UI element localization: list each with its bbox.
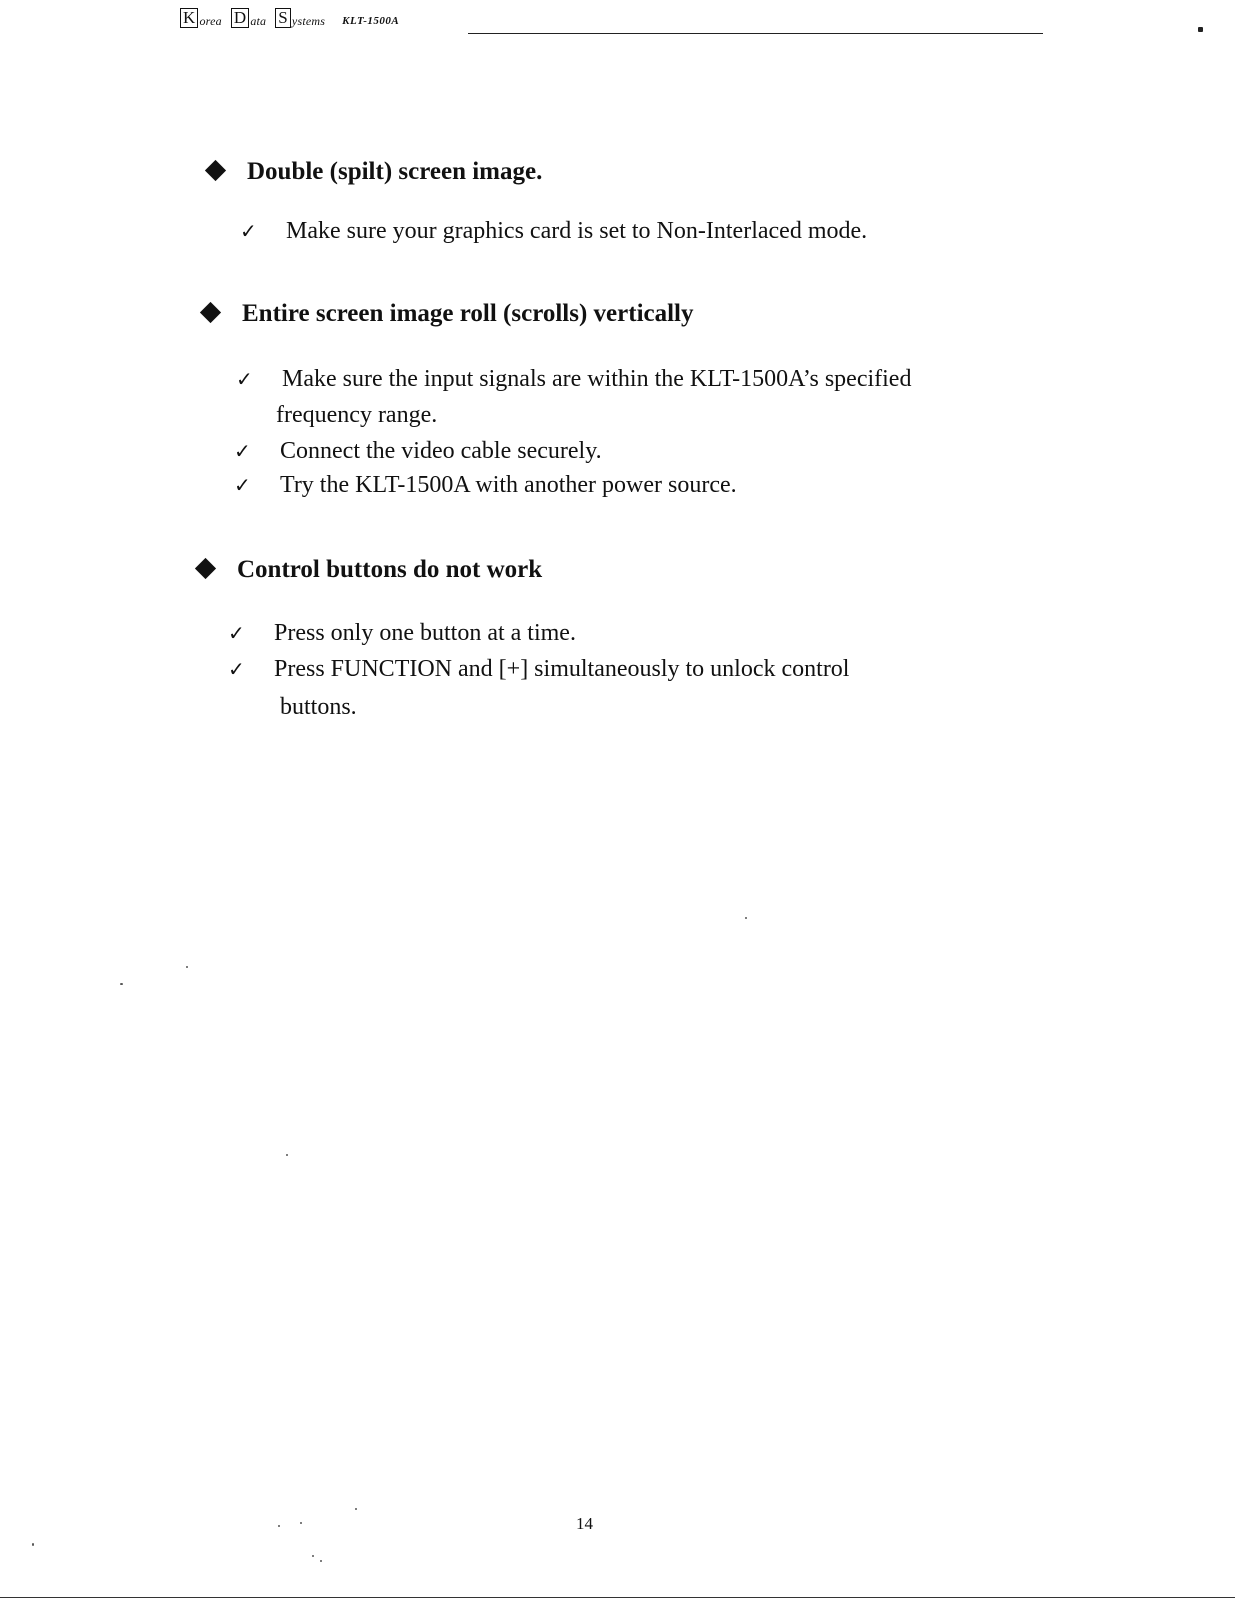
section-heading [198,556,542,584]
list-item-continuation: buttons. [280,694,357,720]
scan-speck [745,917,747,919]
list-item-text: Press only one button at a time. [274,620,576,646]
brand-initial: K [180,8,198,28]
checkmark-icon: ✓ [234,473,251,497]
brand-rest: ystems [291,14,326,28]
section-heading [208,158,542,186]
section-heading-text: Control buttons do not work [237,556,543,583]
checkmark-icon: ✓ [228,657,245,681]
page-number: 14 [576,1514,593,1533]
brand-rest: orea [199,14,222,28]
brand-word-korea [180,8,222,28]
header-rule [468,33,1043,34]
scan-speck [312,1555,314,1557]
list-item-text: Connect the video cable securely. [280,438,602,464]
brand-logo [180,8,399,28]
footer-rule [0,1597,1235,1598]
diamond-bullet-icon [200,302,221,323]
checkmark-icon: ✓ [228,621,245,645]
diamond-bullet-icon [205,160,226,181]
brand-rest: ata [250,14,267,28]
checkmark-icon: ✓ [236,367,253,391]
scan-speck [186,966,188,968]
list-item-text: Make sure the input signals are within the KLT-1500A’s specified [282,366,912,392]
scan-speck [320,1560,322,1562]
scan-speck [286,1154,288,1156]
scan-speck [355,1508,357,1510]
corner-mark [1198,27,1203,32]
brand-word-data [231,8,266,28]
section-heading [203,300,694,328]
checkmark-icon: ✓ [234,439,251,463]
section-heading-text: Double (spilt) screen image. [247,158,543,185]
list-item-text: Make sure your graphics card is set to Non-Interlaced mode. [286,218,868,244]
scan-speck [278,1525,280,1527]
scan-speck [32,1543,34,1546]
checkmark-icon: ✓ [240,219,257,243]
running-header [180,8,1060,38]
section-heading-text: Entire screen image roll (scrolls) vertically [242,300,694,327]
brand-initial: S [275,8,291,28]
list-item-continuation: frequency range. [276,402,438,428]
brand-initial: D [231,8,249,28]
header-model: KLT-1500A [342,15,400,27]
brand-word-systems [275,8,325,28]
list-item-text: Press FUNCTION and [+] simultaneously to unlock control [274,656,850,682]
scan-speck [300,1522,302,1524]
list-item-text: Try the KLT-1500A with another power source. [280,472,737,498]
scan-speck [120,983,123,985]
diamond-bullet-icon [195,558,216,579]
